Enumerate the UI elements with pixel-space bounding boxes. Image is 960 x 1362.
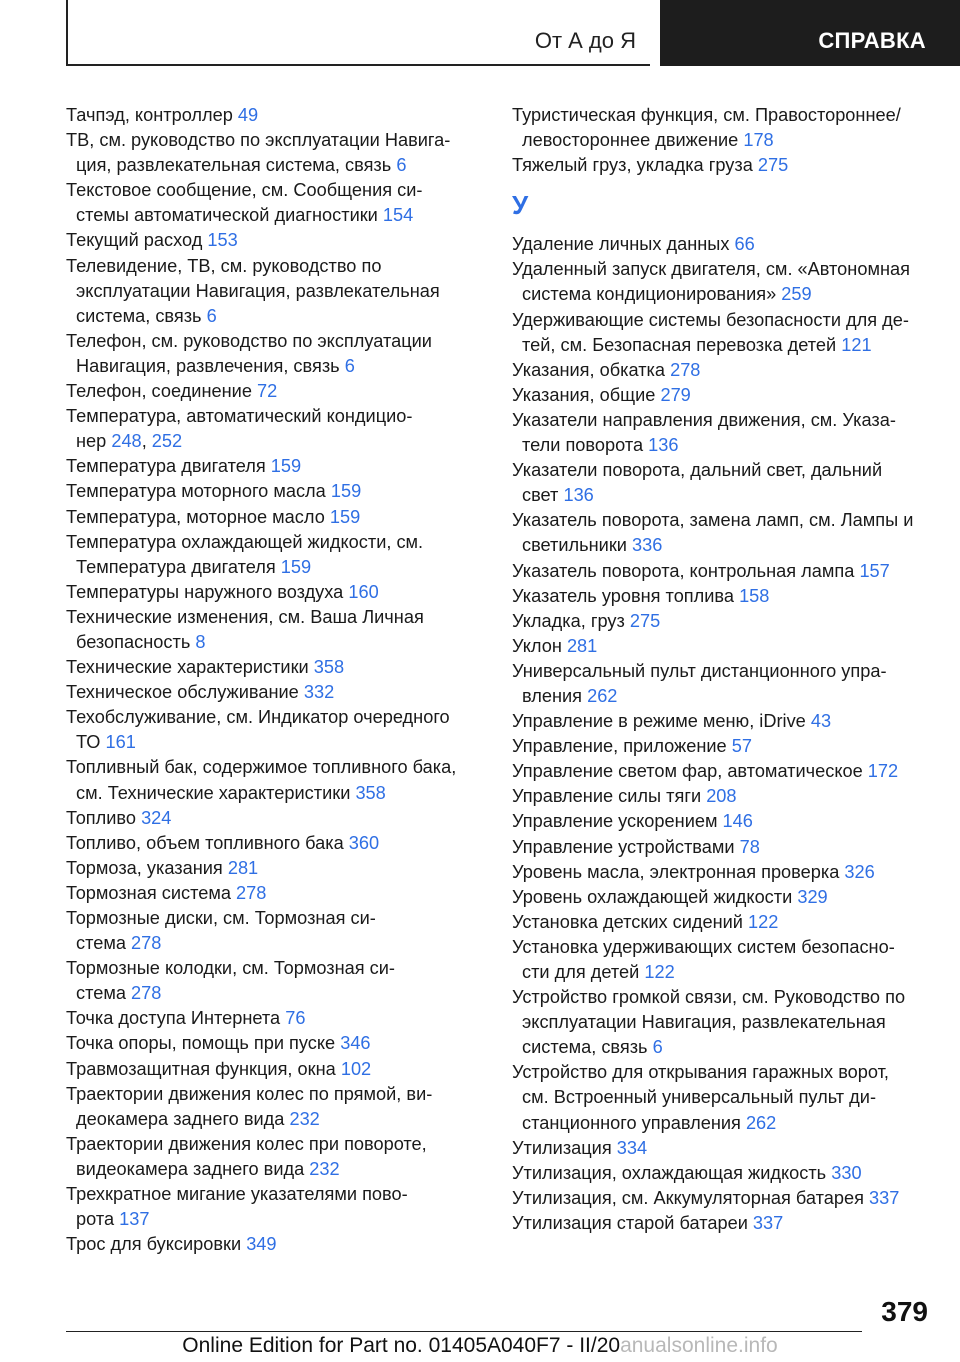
index-entry-text: Техобслуживание, см. Индикатор очередного xyxy=(66,707,450,728)
index-entry-line xyxy=(512,433,938,458)
index-entry-text: Тормозная система xyxy=(66,882,236,903)
index-entry-line xyxy=(512,458,938,483)
index-entry-text: Температура, моторное масло xyxy=(66,506,330,527)
index-entry-line xyxy=(66,1232,482,1257)
index-entry-text: эксплуатации Навигация, развлекательная xyxy=(76,280,440,301)
index-entry-text: безопасность xyxy=(76,631,196,652)
index-entry-text: Уровень масла, электронная проверка xyxy=(512,861,845,882)
index-column-left xyxy=(66,103,482,1257)
index-entry-line xyxy=(66,429,482,454)
index-entry-text: Трос для буксировки xyxy=(66,1234,247,1255)
index-entry-text: свет xyxy=(522,485,564,506)
index-entry-line xyxy=(512,1186,938,1211)
index-entry-text: см. Технические характеристики xyxy=(76,782,356,803)
page-link[interactable]: 358 xyxy=(355,782,386,803)
index-entry-text: станционного управления xyxy=(522,1112,746,1133)
index-entry-line xyxy=(66,1182,482,1207)
index-entry-text: Управление светом фар, автоматическое xyxy=(512,761,868,782)
index-entry-text: эксплуатации Навигация, развлекательная xyxy=(522,1012,886,1033)
index-entry-line xyxy=(66,103,482,128)
index-entry-text: Утилизация, охлаждающая жидкость xyxy=(512,1162,832,1183)
index-entry-line xyxy=(512,232,938,257)
section-letter: У xyxy=(512,190,529,221)
index-entry-line xyxy=(66,755,482,780)
index-entry-text: стема xyxy=(76,933,132,954)
index-entry-text: Указатель уровня топлива xyxy=(512,585,740,606)
index-entry-line xyxy=(512,784,938,809)
index-entry-text: система кондиционирования» xyxy=(522,284,782,305)
index-entry-line xyxy=(512,333,938,358)
index-entry-line xyxy=(66,329,482,354)
index-entry-line xyxy=(512,935,938,960)
page-link[interactable]: 360 xyxy=(348,832,380,853)
page-link[interactable]: 6 xyxy=(396,155,407,176)
index-entry-text: Температура охлаждающей жидкости, см. xyxy=(66,531,424,552)
index-entry-line xyxy=(66,1057,482,1082)
page-link[interactable]: 278 xyxy=(131,933,162,954)
index-entry-line xyxy=(512,408,938,433)
index-entry-line xyxy=(66,1107,482,1132)
page-link[interactable]: 158 xyxy=(739,585,770,606)
index-entry-line xyxy=(66,128,482,153)
index-group-t xyxy=(512,103,938,178)
index-entry-line xyxy=(66,981,482,1006)
index-entry-line xyxy=(66,1132,482,1157)
index-entry-text: Управление, приложение xyxy=(512,736,732,757)
index-entry-text: Уклон xyxy=(512,635,567,656)
index-entry-text: стемы автоматической диагностики xyxy=(76,205,383,226)
footer xyxy=(0,1334,960,1358)
index-entry-text: Тормоза, указания xyxy=(66,857,228,878)
index-entry-text: Телефон, см. руководство по эксплуатации xyxy=(66,330,432,351)
index-entry-line xyxy=(66,630,482,655)
index-entry-text: рота xyxy=(76,1209,120,1230)
index-entry-text: Точка доступа Интернета xyxy=(66,1008,286,1029)
page-link[interactable]: 232 xyxy=(289,1108,320,1129)
index-entry-line xyxy=(512,960,938,985)
index-entry-text: левостороннее движение xyxy=(522,130,744,151)
index-entry-text: Точка опоры, помощь при пуске xyxy=(66,1033,341,1054)
index-entry-line xyxy=(512,1136,938,1161)
index-entry-text: ТО xyxy=(76,732,106,753)
footer-site: anualsonline.info xyxy=(620,1334,778,1357)
index-entry-text: Текущий расход xyxy=(66,230,208,251)
index-entry-line xyxy=(66,705,482,730)
index-entry-line xyxy=(66,1157,482,1182)
page-link[interactable]: 8 xyxy=(195,631,206,652)
index-entry-line xyxy=(66,203,482,228)
page-link[interactable]: 208 xyxy=(706,786,737,807)
page-link[interactable]: 332 xyxy=(303,682,335,703)
page-link[interactable]: 262 xyxy=(745,1112,777,1133)
index-entry-text: Уровень охлаждающей жидкости xyxy=(512,886,798,907)
index-entry-line xyxy=(512,508,938,533)
index-entry-line xyxy=(512,153,938,178)
index-entry-line xyxy=(512,483,938,508)
index-entry-line xyxy=(66,881,482,906)
page-link[interactable]: 278 xyxy=(670,359,701,380)
index-entry-line xyxy=(512,257,938,282)
index-entry-line xyxy=(66,730,482,755)
index-entry-text: Навигация, развлечения, связь xyxy=(76,355,345,376)
index-entry-text: Туристическая функция, см. Правостороннее/ xyxy=(512,105,901,125)
index-entry-text: светильники xyxy=(522,535,633,556)
index-entry-text: Топливо, объем топливного бака xyxy=(66,832,349,853)
page-link[interactable]: 159 xyxy=(270,456,302,477)
page-link[interactable]: 232 xyxy=(309,1158,340,1179)
index-entry-text: Управление в режиме меню, iDrive xyxy=(512,711,811,732)
index-entry-line xyxy=(66,1006,482,1031)
index-entry-text: система, связь xyxy=(76,305,207,326)
index-entry-text: Удаленный запуск двигателя, см. «Автономная xyxy=(512,259,910,280)
index-entry-line xyxy=(512,809,938,834)
page-link[interactable]: 330 xyxy=(831,1162,862,1183)
index-entry-text: Трехкратное мигание указателями пово- xyxy=(66,1184,408,1205)
page-link[interactable]: 136 xyxy=(648,435,679,456)
page-link[interactable]: 6 xyxy=(206,305,217,326)
page-link[interactable]: 6 xyxy=(652,1037,663,1058)
index-entry-text: Температура моторного масла xyxy=(66,481,331,502)
index-entry-line xyxy=(512,533,938,558)
page-link[interactable]: 275 xyxy=(629,610,661,631)
page-link[interactable]: 161 xyxy=(105,732,136,753)
page-link[interactable]: 154 xyxy=(382,205,414,226)
page-link[interactable]: 278 xyxy=(131,983,162,1004)
index-entry-line xyxy=(66,1207,482,1232)
index-entry-text: Управление ускорением xyxy=(512,811,723,832)
index-entry-line xyxy=(512,308,938,333)
index-entry-text: Телефон, соединение xyxy=(66,381,257,402)
index-entry-line xyxy=(66,655,482,680)
page-link[interactable]: 346 xyxy=(340,1033,371,1054)
header-underline xyxy=(66,64,650,66)
index-entry-text: Тачпэд, контроллер xyxy=(66,105,238,125)
page-link[interactable]: 146 xyxy=(722,811,753,832)
index-entry-text: Управление силы тяги xyxy=(512,786,707,807)
index-entry-text: Установка детских сидений xyxy=(512,911,749,932)
index-entry-line xyxy=(512,684,938,709)
page-link[interactable]: 248 xyxy=(111,431,142,452)
index-entry-text: Тяжелый груз, укладка груза xyxy=(512,155,758,176)
page-link[interactable]: 259 xyxy=(781,284,812,305)
index-entry-line xyxy=(66,781,482,806)
page-link[interactable]: 43 xyxy=(810,711,832,732)
index-entry-line xyxy=(512,1035,938,1060)
index-entry-line xyxy=(512,709,938,734)
page-link[interactable]: 160 xyxy=(348,581,379,602)
index-entry-line xyxy=(512,282,938,307)
index-entry-line xyxy=(512,1010,938,1035)
page-link[interactable]: 358 xyxy=(313,657,345,678)
index-entry-text: Устройство громкой связи, см. Руководство по xyxy=(512,987,906,1008)
index-entry-line xyxy=(512,1085,938,1110)
page-link[interactable]: 153 xyxy=(207,230,238,251)
index-entry-line xyxy=(66,178,482,203)
index-entry-text: Телевидение, ТВ, см. руководство по xyxy=(66,255,382,276)
footer-edition: Online Edition for Part no. 01405A040F7 - II/20 xyxy=(182,1334,621,1357)
index-entry-line xyxy=(66,530,482,555)
index-entry-text: Устройство для открывания гаражных ворот, xyxy=(512,1062,889,1083)
index-entry-text: Указания, общие xyxy=(512,384,661,405)
page-number: 379 xyxy=(881,1296,928,1327)
index-entry-text: Температура двигателя xyxy=(66,456,271,477)
index-entry-text: Утилизация, см. Аккумуляторная батарея xyxy=(512,1187,870,1208)
index-entry-line xyxy=(66,228,482,253)
index-entry-line xyxy=(512,634,938,659)
page-link[interactable]: 78 xyxy=(739,836,760,857)
index-entry-text: тей, см. Безопасная перевозка детей xyxy=(522,334,842,355)
index-entry-line xyxy=(66,454,482,479)
page-separator: , xyxy=(141,431,152,452)
header-section-title: От А до Я xyxy=(534,28,636,53)
index-entry-line xyxy=(66,906,482,931)
page-link[interactable]: 6 xyxy=(344,355,355,376)
index-entry-text: Установка удерживающих систем безопасно- xyxy=(512,936,895,957)
page-link[interactable]: 159 xyxy=(280,556,312,577)
page-link[interactable]: 281 xyxy=(227,857,259,878)
index-entry-text: Управление устройствами xyxy=(512,836,740,857)
index-entry-line xyxy=(66,580,482,605)
index-entry-text: система, связь xyxy=(522,1037,653,1058)
index-entry-line xyxy=(512,1211,938,1236)
page-link[interactable]: 252 xyxy=(151,431,183,452)
index-entry-text: Технические изменения, см. Ваша Личная xyxy=(66,606,424,627)
page-link[interactable]: 334 xyxy=(616,1137,648,1158)
index-entry-text: Утилизация xyxy=(512,1137,617,1158)
index-entry-text: стема xyxy=(76,983,132,1004)
index-entry-line xyxy=(66,931,482,956)
page-link[interactable]: 49 xyxy=(237,105,259,125)
index-entry-text: Универсальный пульт дистанционного упра- xyxy=(512,660,887,681)
index-entry-line xyxy=(66,304,482,329)
index-entry-text: Топливный бак, содержимое топливного бака, xyxy=(66,757,457,778)
page-link[interactable]: 76 xyxy=(285,1008,306,1029)
index-entry-line xyxy=(512,659,938,684)
page-link[interactable]: 279 xyxy=(660,384,691,405)
index-entry-line xyxy=(66,379,482,404)
index-group-u xyxy=(512,232,938,1236)
index-entry-text: Укладка, груз xyxy=(512,610,630,631)
footer-rule xyxy=(66,1331,862,1332)
index-entry-text: Указатель поворота, контрольная лампа xyxy=(512,560,860,581)
page-link[interactable]: 281 xyxy=(566,635,598,656)
page-link[interactable]: 159 xyxy=(330,481,362,502)
index-entry-line xyxy=(66,806,482,831)
page-link[interactable]: 136 xyxy=(563,485,594,506)
index-entry-text: Температуры наружного воздуха xyxy=(66,581,349,602)
header-tab[interactable] xyxy=(660,0,960,66)
index-entry-text: Температура, автоматический кондицио- xyxy=(66,406,413,427)
page-link[interactable]: 122 xyxy=(644,962,675,982)
index-entry-text: Температура двигателя xyxy=(76,556,281,577)
page-link[interactable]: 262 xyxy=(587,685,618,706)
index-entry-text: Указатели поворота, дальний свет, дальний xyxy=(512,460,883,481)
index-entry-text: ТВ, см. руководство по эксплуатации Навига- xyxy=(66,130,451,151)
index-entry-text: Удаление личных данных xyxy=(512,234,735,255)
index-entry-line xyxy=(512,128,938,153)
index-entry-line xyxy=(66,1031,482,1056)
index-entry-line xyxy=(66,354,482,379)
index-entry-text: вления xyxy=(522,685,588,706)
page-link[interactable]: 329 xyxy=(797,886,828,907)
index-entry-line xyxy=(512,985,938,1010)
index-entry-line xyxy=(66,153,482,178)
index-entry-text: сти для детей xyxy=(522,962,645,982)
index-entry-text: деокамера заднего вида xyxy=(76,1108,290,1129)
page-link[interactable]: 336 xyxy=(632,535,663,556)
index-entry-text: Утилизация старой батареи xyxy=(512,1212,753,1233)
index-entry-line xyxy=(66,1082,482,1107)
index-entry-line xyxy=(512,885,938,910)
index-column-right xyxy=(512,103,938,1236)
page-link[interactable]: 121 xyxy=(841,334,872,355)
index-entry-text: Топливо xyxy=(66,807,142,828)
index-entry-text: видеокамера заднего вида xyxy=(76,1158,310,1179)
page-link[interactable]: 178 xyxy=(743,130,774,151)
index-entry-text: Удерживающие системы безопасности для де- xyxy=(512,309,909,330)
index-entry-line xyxy=(512,559,938,584)
index-entry-line xyxy=(66,555,482,580)
page-link[interactable]: 337 xyxy=(752,1212,784,1233)
header-tab-label: СПРАВКА xyxy=(818,28,926,53)
index-entry-text: Тормозные диски, см. Тормозная си- xyxy=(66,908,376,928)
page-link[interactable]: 137 xyxy=(119,1209,150,1230)
index-entry-line xyxy=(512,1060,938,1085)
index-entry-text: Указания, обкатка xyxy=(512,359,671,380)
index-entry-text: см. Встроенный универсальный пульт ди- xyxy=(522,1087,877,1108)
index-entry-line xyxy=(512,103,938,128)
page-link[interactable]: 337 xyxy=(869,1187,900,1208)
index-entry-text: нер xyxy=(76,431,112,452)
index-entry-line xyxy=(512,1111,938,1136)
index-entry-line xyxy=(512,383,938,408)
index-entry-line xyxy=(512,759,938,784)
page-link[interactable]: 122 xyxy=(748,911,779,932)
page-link[interactable]: 57 xyxy=(731,736,752,757)
index-entry-line xyxy=(512,584,938,609)
page-link[interactable]: 326 xyxy=(844,861,875,882)
index-entry-line xyxy=(66,404,482,429)
index-entry-text: Технические характеристики xyxy=(66,657,314,678)
index-entry-line xyxy=(512,1161,938,1186)
index-entry-line xyxy=(66,605,482,630)
page-link[interactable]: 172 xyxy=(867,761,899,782)
page-link[interactable]: 159 xyxy=(329,506,361,527)
page-link[interactable]: 275 xyxy=(757,155,789,176)
index-entry-text: ция, развлекательная система, связь xyxy=(76,155,397,176)
page-link[interactable]: 102 xyxy=(340,1058,372,1079)
index-entry-line xyxy=(512,609,938,634)
index-entry-text: Техническое обслуживание xyxy=(66,682,304,703)
index-entry-line xyxy=(66,479,482,504)
index-entry-text: Текстовое сообщение, см. Сообщения си- xyxy=(66,180,423,201)
index-entry-line xyxy=(512,358,938,383)
page-link[interactable]: 157 xyxy=(859,560,890,581)
index-entry-line xyxy=(66,279,482,304)
page-link[interactable]: 278 xyxy=(236,882,267,903)
index-entry-text: Тормозные колодки, см. Тормозная си- xyxy=(66,958,395,979)
index-entry-text: Траектории движения колес при повороте, xyxy=(66,1133,427,1154)
index-entry-text: Травмозащитная функция, окна xyxy=(66,1058,341,1079)
index-entry-line xyxy=(512,860,938,885)
page-link[interactable]: 324 xyxy=(141,807,172,828)
index-entry-text: Траектории движения колес по прямой, ви- xyxy=(66,1083,433,1104)
index-entry-line xyxy=(512,734,938,759)
index-entry-line xyxy=(66,856,482,881)
index-entry-line xyxy=(66,505,482,530)
index-entry-line xyxy=(66,956,482,981)
page-link[interactable]: 66 xyxy=(734,234,755,255)
index-entry-line xyxy=(512,835,938,860)
page-link[interactable]: 349 xyxy=(246,1234,277,1255)
index-entry-line xyxy=(66,680,482,705)
index-entry-text: Указатель поворота, замена ламп, см. Лампы и xyxy=(512,510,914,531)
page-link[interactable]: 72 xyxy=(257,381,278,402)
index-entry-text: Указатели направления движения, см. Указа- xyxy=(512,409,896,430)
index-entry-line xyxy=(66,254,482,279)
index-entry-line xyxy=(512,910,938,935)
index-entry-text: тели поворота xyxy=(522,435,649,456)
index-entry-line xyxy=(66,831,482,856)
